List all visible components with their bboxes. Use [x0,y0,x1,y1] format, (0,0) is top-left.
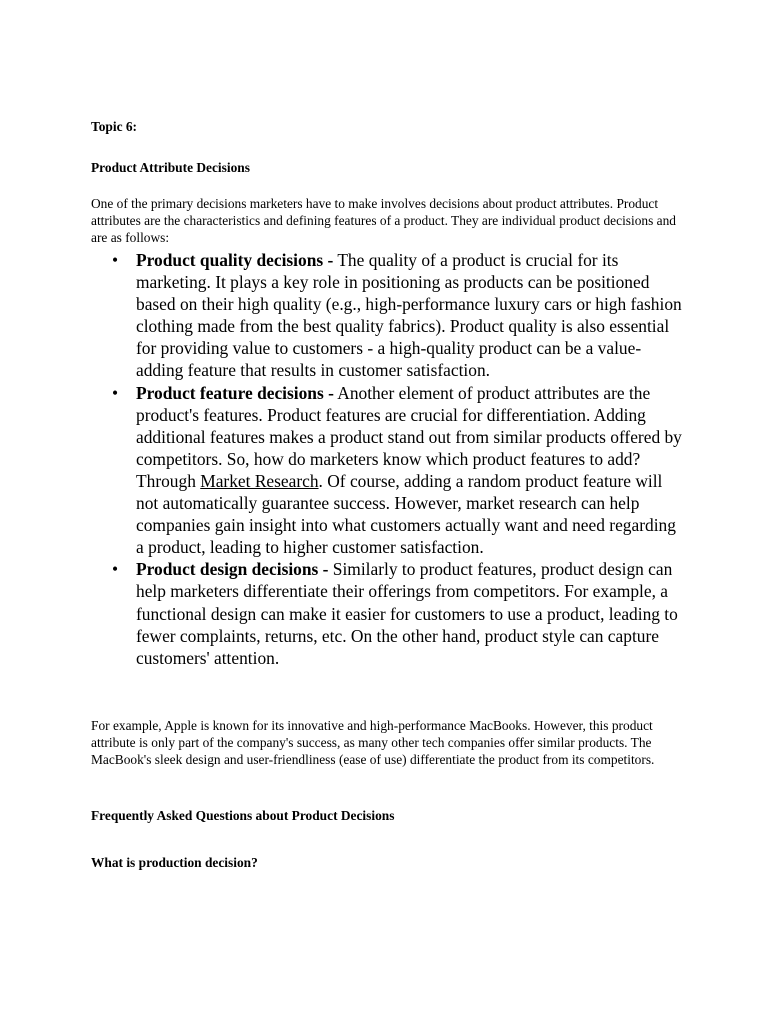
text-feature-after: . Of course, adding a random product feature will not automatically guarantee success. However, market research can help companies gain insight into what customers actually want and need regarding a product, leading to higher customer satisfaction. [136,470,676,558]
section-title: Product Attribute Decisions [91,160,250,175]
intro-paragraph: One of the primary decisions marketers have to make involves decisions about product attributes. Product attributes are the characteristics and defining features of a product. They are individual product decisions and are as follows: [91,196,677,245]
bullet-icon: • [112,250,119,270]
bullet-icon: • [112,382,119,403]
list-item-feature [112,382,682,559]
text-feature-before: Another element of product attributes are the product's features. Product features are crucial for differentiation. Adding additional features makes a product stand out from similar products offered by competitors. So, how do marketers know which product features to add? Through [136,382,682,491]
faq-title: Frequently Asked Questions about Product Decisions [91,808,395,823]
text-quality: The quality of a product is crucial for its marketing. It plays a key role in positioning as products can be positioned based on their high quality (e.g., high-performance luxury cars or high fashion clothing made from the best quality fabrics). Product quality is also essential for providing value to customers - a high-quality product can be a value-adding feature that results in customer satisfaction. [136,250,682,381]
text-design: Similarly to product features, product design can help marketers differentiate their offerings from competitors. For example, a functional design can make it easier for customers to use a product, leading to fewer complaints, returns, etc. On the other hand, product style can capture customers' attention. [136,559,678,668]
example-paragraph: For example, Apple is known for its innovative and high-performance MacBooks. However, this product attribute is only part of the company's success, as many other tech companies offer similar products. The MacBook's sleek design and user-friendliness (ease of use) differentiate the product from its competitors. [91,718,655,767]
topic-label: Topic 6: [91,119,138,134]
term-feature: Product feature decisions - [136,382,334,403]
attribute-list [112,249,682,669]
list-item-quality [112,249,682,382]
faq-question-1: What is production decision? [91,855,258,870]
list-item-design [112,558,682,668]
bullet-icon: • [112,559,119,580]
term-design: Product design decisions - [136,559,329,580]
term-quality: Product quality decisions - [136,250,334,270]
market-research-link[interactable]: Market Research [200,470,319,491]
